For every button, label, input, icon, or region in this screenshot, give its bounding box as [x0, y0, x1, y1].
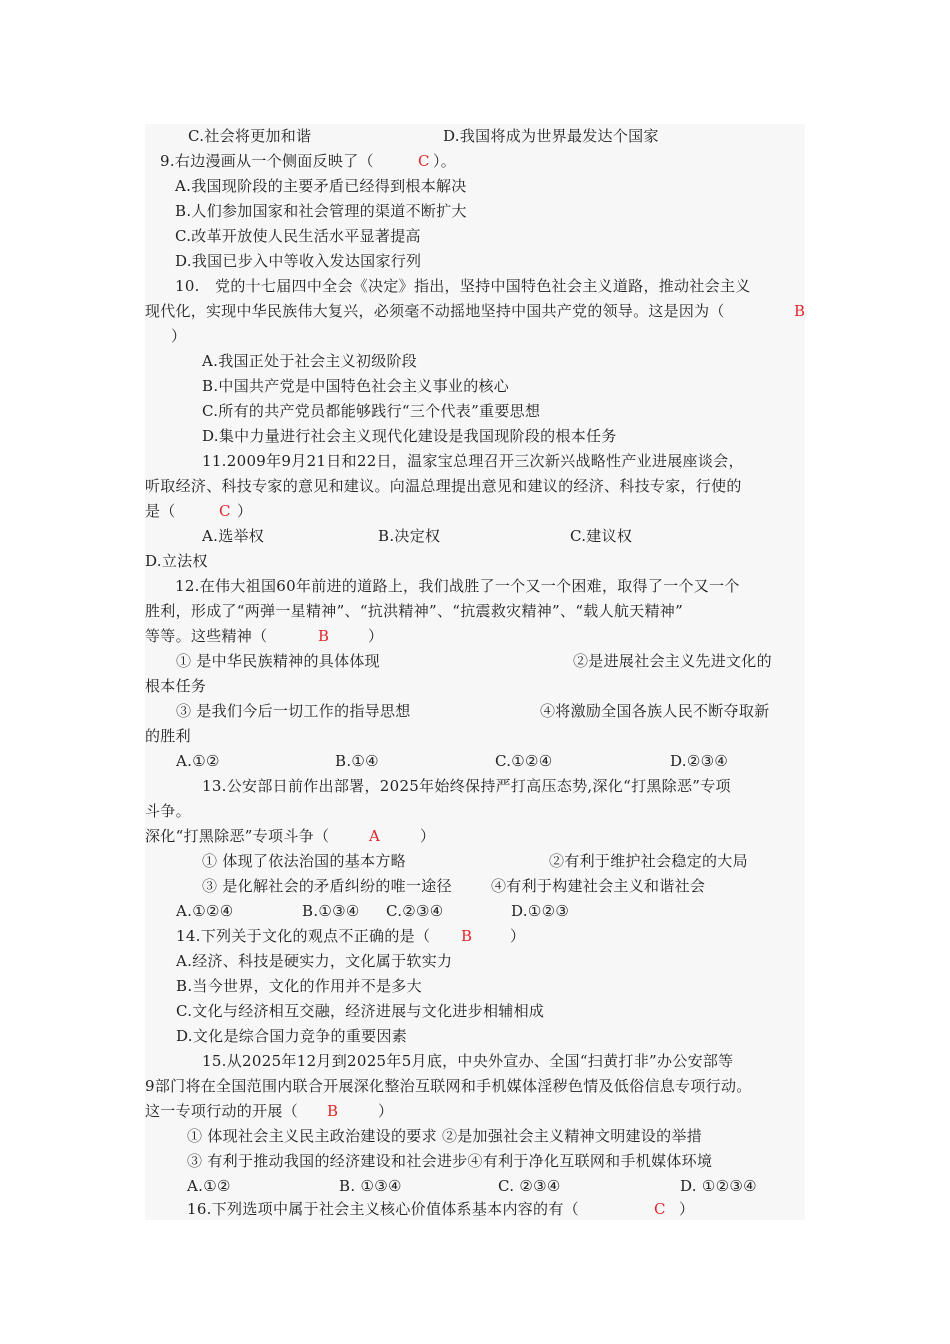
q12-option-c: C.①②④ [495, 752, 553, 770]
q8-option-c: C.社会将更加和谐 [188, 127, 312, 145]
q12-close: ） [368, 627, 384, 645]
q12-statement-1: ① 是中华民族精神的具体体现 [176, 652, 380, 670]
q12-statement-2-cont: 根本任务 [145, 677, 207, 695]
q15-close: ） [378, 1102, 394, 1120]
q12-statement-4: ④将激励全国各族人民不断夺取新 [540, 702, 770, 720]
q14-option-c: C.文化与经济相互交融，经济进展与文化进步相辅相成 [176, 1002, 545, 1020]
q14-close: ） [510, 927, 526, 945]
q13-stem-line1: 13.公安部日前作出部署，2025年始终保持严打高压态势,深化“打黑除恶”专项 [202, 777, 731, 795]
q14-option-b: B.当今世界，文化的作用并不是多大 [176, 977, 422, 995]
q15-stem-line1: 15.从2025年12月到2025年5月底，中央外宣办、全国“扫黄打非”办公安部等 [202, 1052, 734, 1070]
q15-stem-line2: 9部门将在全国范围内联合开展深化整治互联网和手机媒体淫秽色情及低俗信息专项行动。 [145, 1077, 752, 1095]
q10-close: ） [171, 327, 187, 345]
q13-answer: A [369, 827, 381, 845]
q12-statement-4-cont: 的胜利 [145, 727, 191, 745]
q15-text: 这一专项行动的开展（ [145, 1102, 299, 1120]
q9-option-c: C.改革开放使人民生活水平显著提高 [175, 227, 421, 245]
q13-statement-1: ① 体现了依法治国的基本方略 [202, 852, 406, 870]
q9-option-b: B.人们参加国家和社会管理的渠道不断扩大 [175, 202, 467, 220]
q10-stem-line1: 10. 党的十七届四中全会《决定》指出，坚持中国特色社会主义道路，推动社会主义 [175, 277, 751, 295]
q15-answer: B [327, 1102, 339, 1120]
q13-option-c: C.②③④ [386, 902, 444, 920]
q11-stem-line1: 11.2009年9月21日和22日，温家宝总理召开三次新兴战略性产业进展座谈会， [202, 452, 744, 470]
q13-stem-line2: 斗争。 [145, 802, 191, 820]
q15-option-a: A.①② [187, 1177, 231, 1195]
q13-statement-2: ②有利于维护社会稳定的大局 [549, 852, 748, 870]
q16-close: ） [679, 1200, 695, 1218]
q9-option-a: A.我国现阶段的主要矛盾已经得到根本解决 [175, 177, 467, 195]
q9-text: 9.右边漫画从一个侧面反映了（ [160, 152, 374, 170]
q12-answer: B [318, 627, 330, 645]
q16-text: 16.下列选项中属于社会主义核心价值体系基本内容的有（ [187, 1200, 579, 1218]
q13-statement-3: ③ 是化解社会的矛盾纠纷的唯一途径 [202, 877, 452, 895]
q11-stem-line2: 听取经济、科技专家的意见和建议。向温总理提出意见和建议的经济、科技专家，行使的 [145, 477, 742, 495]
q11-option-b: B.决定权 [378, 527, 441, 545]
q10-option-c: C.所有的共产党员都能够践行“三个代表”重要思想 [202, 402, 541, 420]
q11-option-d: D.立法权 [145, 552, 208, 570]
q13-statement-4: ④有利于构建社会主义和谐社会 [491, 877, 706, 895]
q12-statement-2: ②是进展社会主义先进文化的 [573, 652, 772, 670]
q12-stem-line2: 胜利，形成了“两弹一星精神”、“抗洪精神”、“抗震救灾精神”、“载人航天精神” [145, 602, 684, 620]
q9-close: ）。 [433, 152, 457, 170]
q14-answer: B [461, 927, 473, 945]
q11-option-a: A.选举权 [202, 527, 265, 545]
q12-option-d: D.②③④ [670, 752, 729, 770]
q15-option-b: B. ①③④ [339, 1177, 402, 1195]
q10-option-d: D.集中力量进行社会主义现代化建设是我国现阶段的根本任务 [202, 427, 617, 445]
q11-answer: C [219, 502, 231, 520]
q9-option-d: D.我国已步入中等收入发达国家行列 [175, 252, 422, 270]
q9-answer: C [418, 152, 430, 170]
q12-option-b: B.①④ [335, 752, 379, 770]
q10-option-b: B.中国共产党是中国特色社会主义事业的核心 [202, 377, 510, 395]
q8-option-d: D.我国将成为世界最发达个国家 [443, 127, 659, 145]
q15-option-c: C. ②③④ [498, 1177, 561, 1195]
q12-statement-3: ③ 是我们今后一切工作的指导思想 [176, 702, 411, 720]
q15-statements-12: ① 体现社会主义民主政治建设的要求 ②是加强社会主义精神文明建设的举措 [187, 1127, 703, 1145]
q14-text: 14.下列关于文化的观点不正确的是（ [176, 927, 431, 945]
q12-stem-line1: 12.在伟大祖国60年前进的道路上，我们战胜了一个又一个困难，取得了一个又一个 [175, 577, 740, 595]
q15-option-d: D. ①②③④ [680, 1177, 757, 1195]
q11-option-c: C.建议权 [570, 527, 633, 545]
q10-text: 现代化，实现中华民族伟大复兴，必须毫不动摇地坚持中国共产党的领导。这是因为（ [145, 302, 725, 320]
q13-option-d: D.①②③ [511, 902, 570, 920]
q13-option-b: B.①③④ [302, 902, 360, 920]
q14-option-d: D.文化是综合国力竞争的重要因素 [176, 1027, 408, 1045]
exam-page [145, 124, 805, 1220]
q14-option-a: A.经济、科技是硬实力，文化属于软实力 [176, 952, 453, 970]
q11-close: ） [237, 502, 253, 520]
q10-option-a: A.我国正处于社会主义初级阶段 [202, 352, 418, 370]
q10-answer: B [794, 302, 806, 320]
q12-text: 等等。这些精神（ [145, 627, 268, 645]
q16-answer: C [654, 1200, 666, 1218]
q13-text: 深化“打黑除恶”专项斗争（ [145, 827, 330, 845]
q11-text: 是（ [145, 502, 176, 520]
q13-close: ） [420, 827, 436, 845]
q15-statements-34: ③ 有利于推动我国的经济建设和社会进步④有利于净化互联网和手机媒体环境 [187, 1152, 713, 1170]
q12-option-a: A.①② [176, 752, 220, 770]
q13-option-a: A.①②④ [176, 902, 234, 920]
